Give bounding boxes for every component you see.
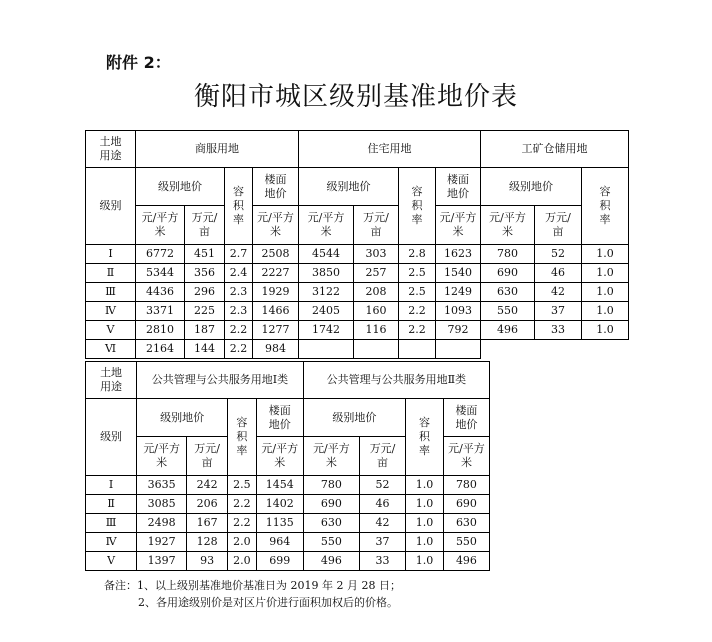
table-row <box>86 552 490 571</box>
unit-header: 元/平方米 <box>299 206 354 245</box>
value-cell: 780 <box>481 245 535 264</box>
value-cell: 1929 <box>253 283 299 302</box>
value-cell: 1.0 <box>406 514 444 533</box>
category-residential: 住宅用地 <box>299 131 481 168</box>
unit-header: 元/平方米 <box>136 206 185 245</box>
value-cell: 93 <box>187 552 228 571</box>
value-cell: 1093 <box>436 302 481 321</box>
category-industrial: 工矿仓储用地 <box>481 131 629 168</box>
value-cell: 2.2 <box>228 514 257 533</box>
value-cell: 550 <box>303 533 359 552</box>
level-cell: Ⅳ <box>86 533 137 552</box>
value-cell: 37 <box>535 302 582 321</box>
value-cell: 2.8 <box>399 245 436 264</box>
value-cell <box>299 340 354 359</box>
land-price-table-1 <box>85 130 629 359</box>
unit-header: 万元/亩 <box>185 206 225 245</box>
far-header: 容积率 <box>582 168 629 245</box>
land-use-header: 土地用途 <box>86 362 137 399</box>
value-cell: 1249 <box>436 283 481 302</box>
value-cell: 780 <box>303 476 359 495</box>
table-row <box>86 495 490 514</box>
value-cell: 1397 <box>137 552 187 571</box>
level-cell: Ⅱ <box>86 495 137 514</box>
floor-price-header: 楼面地价 <box>436 168 481 206</box>
value-cell: 225 <box>185 302 225 321</box>
value-cell: 1.0 <box>582 321 629 340</box>
category-commercial: 商服用地 <box>136 131 299 168</box>
value-cell: 630 <box>481 283 535 302</box>
level-price-header: 级别地价 <box>299 168 399 206</box>
document-title: 衡阳市城区级别基准地价表 <box>193 82 518 112</box>
far-header: 容积率 <box>399 168 436 245</box>
category-public-1: 公共管理与公共服务用地Ⅰ类 <box>137 362 304 399</box>
level-cell: Ⅱ <box>86 264 136 283</box>
value-cell: 1540 <box>436 264 481 283</box>
table-row <box>86 302 629 321</box>
value-cell: 1.0 <box>406 495 444 514</box>
unit-header: 万元/亩 <box>354 206 399 245</box>
level-cell: Ⅴ <box>86 321 136 340</box>
value-cell: 187 <box>185 321 225 340</box>
value-cell: 630 <box>303 514 359 533</box>
value-cell: 1.0 <box>406 533 444 552</box>
value-cell: 33 <box>535 321 582 340</box>
value-cell: 303 <box>354 245 399 264</box>
value-cell: 451 <box>185 245 225 264</box>
value-cell: 42 <box>360 514 406 533</box>
table-row <box>86 283 629 302</box>
value-cell: 33 <box>360 552 406 571</box>
unit-header: 元/平方米 <box>436 206 481 245</box>
value-cell: 144 <box>185 340 225 359</box>
level-header: 级别 <box>86 168 136 245</box>
table-row <box>86 264 629 283</box>
value-cell: 116 <box>354 321 399 340</box>
unit-header: 万元/亩 <box>187 437 228 476</box>
value-cell: 1.0 <box>406 476 444 495</box>
value-cell: 167 <box>187 514 228 533</box>
level-cell: Ⅵ <box>86 340 136 359</box>
value-cell: 2.2 <box>399 302 436 321</box>
value-cell: 984 <box>253 340 299 359</box>
value-cell: 3122 <box>299 283 354 302</box>
floor-price-header: 楼面地价 <box>443 399 489 437</box>
value-cell: 2.2 <box>228 495 257 514</box>
value-cell: 1402 <box>256 495 303 514</box>
value-cell: 2.3 <box>225 302 253 321</box>
value-cell: 1.0 <box>582 302 629 321</box>
table-row <box>86 476 490 495</box>
table-row <box>86 321 629 340</box>
value-cell: 46 <box>360 495 406 514</box>
unit-header: 元/平方米 <box>303 437 359 476</box>
land-price-table-2 <box>85 361 490 571</box>
value-cell: 630 <box>443 514 489 533</box>
floor-price-header: 楼面地价 <box>256 399 303 437</box>
value-cell: 2.5 <box>399 264 436 283</box>
value-cell: 1135 <box>256 514 303 533</box>
value-cell: 2.7 <box>225 245 253 264</box>
value-cell: 2.0 <box>228 533 257 552</box>
value-cell: 3371 <box>136 302 185 321</box>
value-cell: 2.5 <box>399 283 436 302</box>
value-cell: 780 <box>443 476 489 495</box>
far-header: 容积率 <box>406 399 444 476</box>
level-cell: Ⅴ <box>86 552 137 571</box>
value-cell: 2.3 <box>225 283 253 302</box>
value-cell: 792 <box>436 321 481 340</box>
value-cell <box>354 340 399 359</box>
level-price-header: 级别地价 <box>137 399 228 437</box>
value-cell: 42 <box>535 283 582 302</box>
value-cell: 2498 <box>137 514 187 533</box>
value-cell: 37 <box>360 533 406 552</box>
value-cell: 690 <box>303 495 359 514</box>
table-row <box>86 514 490 533</box>
value-cell: 257 <box>354 264 399 283</box>
value-cell: 208 <box>354 283 399 302</box>
value-cell: 46 <box>535 264 582 283</box>
note-line-2: 2、各用途级别价是对区片价进行面积加权后的价格。 <box>138 596 398 609</box>
value-cell: 1454 <box>256 476 303 495</box>
value-cell: 2.2 <box>399 321 436 340</box>
unit-header: 元/平方米 <box>256 437 303 476</box>
level-cell: Ⅰ <box>86 245 136 264</box>
value-cell: 242 <box>187 476 228 495</box>
unit-header: 元/平方米 <box>443 437 489 476</box>
unit-header: 元/平方米 <box>253 206 299 245</box>
value-cell: 690 <box>481 264 535 283</box>
value-cell: 4544 <box>299 245 354 264</box>
value-cell: 5344 <box>136 264 185 283</box>
level-cell: Ⅲ <box>86 514 137 533</box>
note-line-1: 备注：1、以上级别基准地价基准日为 2019 年 2 月 28 日； <box>104 579 401 592</box>
far-header: 容积率 <box>228 399 257 476</box>
value-cell: 2.0 <box>228 552 257 571</box>
value-cell: 550 <box>443 533 489 552</box>
table-row <box>86 533 490 552</box>
value-cell: 550 <box>481 302 535 321</box>
value-cell: 3085 <box>137 495 187 514</box>
value-cell: 496 <box>481 321 535 340</box>
table-row <box>86 340 629 359</box>
value-cell: 52 <box>360 476 406 495</box>
far-header: 容积率 <box>225 168 253 245</box>
unit-header: 元/平方米 <box>481 206 535 245</box>
value-cell: 1277 <box>253 321 299 340</box>
empty-area <box>481 340 629 359</box>
unit-header: 万元/亩 <box>360 437 406 476</box>
value-cell: 699 <box>256 552 303 571</box>
value-cell: 3850 <box>299 264 354 283</box>
value-cell: 496 <box>443 552 489 571</box>
level-cell: Ⅲ <box>86 283 136 302</box>
level-cell: Ⅰ <box>86 476 137 495</box>
value-cell: 2.2 <box>225 321 253 340</box>
value-cell: 52 <box>535 245 582 264</box>
attachment-label: 附件 2： <box>106 53 171 72</box>
value-cell: 2.2 <box>225 340 253 359</box>
value-cell: 964 <box>256 533 303 552</box>
value-cell: 2227 <box>253 264 299 283</box>
value-cell: 2810 <box>136 321 185 340</box>
value-cell: 296 <box>185 283 225 302</box>
category-public-2: 公共管理与公共服务用地Ⅱ类 <box>303 362 489 399</box>
unit-header: 元/平方米 <box>137 437 187 476</box>
value-cell: 1.0 <box>582 264 629 283</box>
value-cell: 1.0 <box>582 283 629 302</box>
value-cell: 1466 <box>253 302 299 321</box>
value-cell: 356 <box>185 264 225 283</box>
value-cell: 128 <box>187 533 228 552</box>
value-cell: 3635 <box>137 476 187 495</box>
value-cell <box>399 340 436 359</box>
level-price-header: 级别地价 <box>303 399 405 437</box>
value-cell: 2508 <box>253 245 299 264</box>
land-use-header: 土地用途 <box>86 131 136 168</box>
level-header: 级别 <box>86 399 137 476</box>
value-cell: 1.0 <box>582 245 629 264</box>
value-cell: 206 <box>187 495 228 514</box>
value-cell: 2.4 <box>225 264 253 283</box>
value-cell: 1927 <box>137 533 187 552</box>
value-cell: 160 <box>354 302 399 321</box>
value-cell: 2164 <box>136 340 185 359</box>
level-price-header: 级别地价 <box>481 168 582 206</box>
level-cell: Ⅳ <box>86 302 136 321</box>
value-cell: 690 <box>443 495 489 514</box>
value-cell: 1742 <box>299 321 354 340</box>
value-cell: 496 <box>303 552 359 571</box>
value-cell: 4436 <box>136 283 185 302</box>
unit-header: 万元/亩 <box>535 206 582 245</box>
table-row <box>86 245 629 264</box>
value-cell: 2405 <box>299 302 354 321</box>
value-cell: 6772 <box>136 245 185 264</box>
value-cell <box>436 340 481 359</box>
value-cell: 1623 <box>436 245 481 264</box>
level-price-header: 级别地价 <box>136 168 225 206</box>
value-cell: 2.5 <box>228 476 257 495</box>
floor-price-header: 楼面地价 <box>253 168 299 206</box>
value-cell: 1.0 <box>406 552 444 571</box>
